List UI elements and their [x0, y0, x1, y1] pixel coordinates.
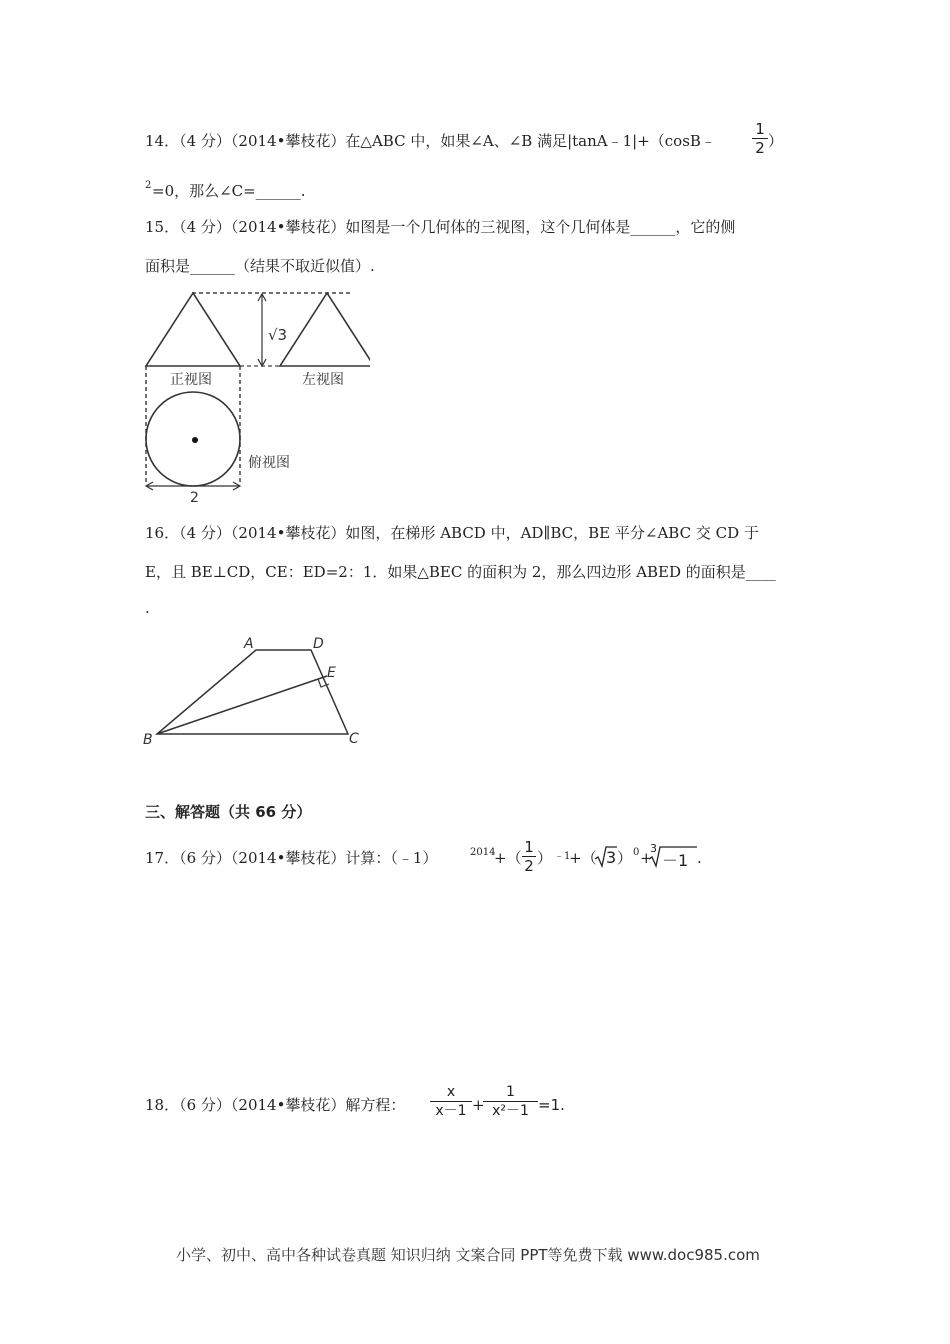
q18-prefix: 18．（6 分）（2014•攀枝花）解方程： [145, 1096, 406, 1114]
q17-sqrt-arg: 3 [606, 848, 617, 867]
q17-cbrt-index: 3 [650, 842, 657, 855]
q16-line3: . [145, 599, 150, 617]
q14-frac-den: 2 [755, 139, 765, 157]
q18-plus: + [472, 1096, 485, 1114]
front-view-triangle [146, 293, 240, 366]
q15-three-view-figure [130, 285, 370, 510]
segment-be [157, 676, 327, 734]
top-view-center-dot [192, 437, 198, 443]
q14-line1: 14．（4 分）（2014•攀枝花）在△ABC 中，如果∠A、∠B 满足|tanA﹣1|+（cosB﹣ [145, 132, 716, 150]
q17-cbrt-arg: －1 [662, 851, 689, 870]
q18-f2-den: x²－1 [492, 1103, 529, 1119]
label-d: D [313, 636, 324, 652]
left-view-label: 左视图 [302, 372, 344, 388]
q15-line2: 面积是______（结果不取近似值）. [145, 257, 375, 275]
q17-plus3: + [640, 849, 653, 867]
q17-prefix: 17．（6 分）（2014•攀枝花）计算：（﹣1） [145, 849, 438, 867]
q18-f2-num: 1 [506, 1084, 515, 1100]
q18-end: =1. [538, 1096, 565, 1114]
q14-frac-num: 1 [755, 120, 765, 138]
front-view-label: 正视图 [170, 372, 212, 388]
q14-fraction [752, 120, 768, 157]
q17-plus1: +（ [494, 849, 522, 867]
label-c: C [349, 731, 359, 747]
q17-fraction [522, 838, 536, 875]
q16-line1: 16．（4 分）（2014•攀枝花）如图，在梯形 ABCD 中，AD∥BC，BE 平分∠ABC 交 CD 于 [145, 524, 759, 542]
trapezoid-abcd [157, 650, 348, 734]
q14-close: ） [768, 132, 784, 150]
width-label: 2 [190, 490, 199, 506]
q18-f1-num: x [446, 1084, 456, 1100]
q14-sup: 2 [145, 180, 152, 191]
q17-end: . [697, 849, 702, 867]
q16-trapezoid-figure [135, 630, 375, 750]
label-a: A [244, 636, 254, 652]
top-view-label: 俯视图 [248, 455, 290, 471]
q18-fraction1 [430, 1083, 472, 1120]
q15-line1: 15．（4 分）（2014•攀枝花）如图是一个几何体的三视图，这个几何体是______，它的侧 [145, 218, 736, 236]
q18-fraction2 [483, 1083, 538, 1120]
page-footer: 小学、初中、高中各种试卷真题 知识归纳 文案合同 PPT等免费下载 www.doc985.com [176, 1246, 760, 1264]
label-e: E [327, 665, 336, 681]
q16-line2: E，且 BE⊥CD，CE：ED=2：1．如果△BEC 的面积为 2，那么四边形 ABED 的面积是____ [145, 563, 776, 581]
q17-close1: ） [537, 849, 553, 867]
q17-frac-num: 1 [524, 838, 534, 856]
q17-exp1: 2014 [470, 847, 496, 858]
q14-line2: =0，那么∠C=______. [152, 182, 306, 200]
q18-f1-den: x－1 [435, 1103, 467, 1119]
q17-exp3: 0 [633, 847, 640, 858]
section-title: 三、解答题（共 66 分） [145, 803, 312, 821]
label-b: B [143, 732, 153, 748]
q17-plus2: +（ [569, 849, 597, 867]
left-view-triangle [280, 293, 370, 366]
q17-close2: ） [617, 849, 633, 867]
height-label: √3 [268, 326, 288, 344]
q17-exp2: ﹣1 [554, 851, 571, 862]
q17-frac-den: 2 [524, 857, 534, 875]
